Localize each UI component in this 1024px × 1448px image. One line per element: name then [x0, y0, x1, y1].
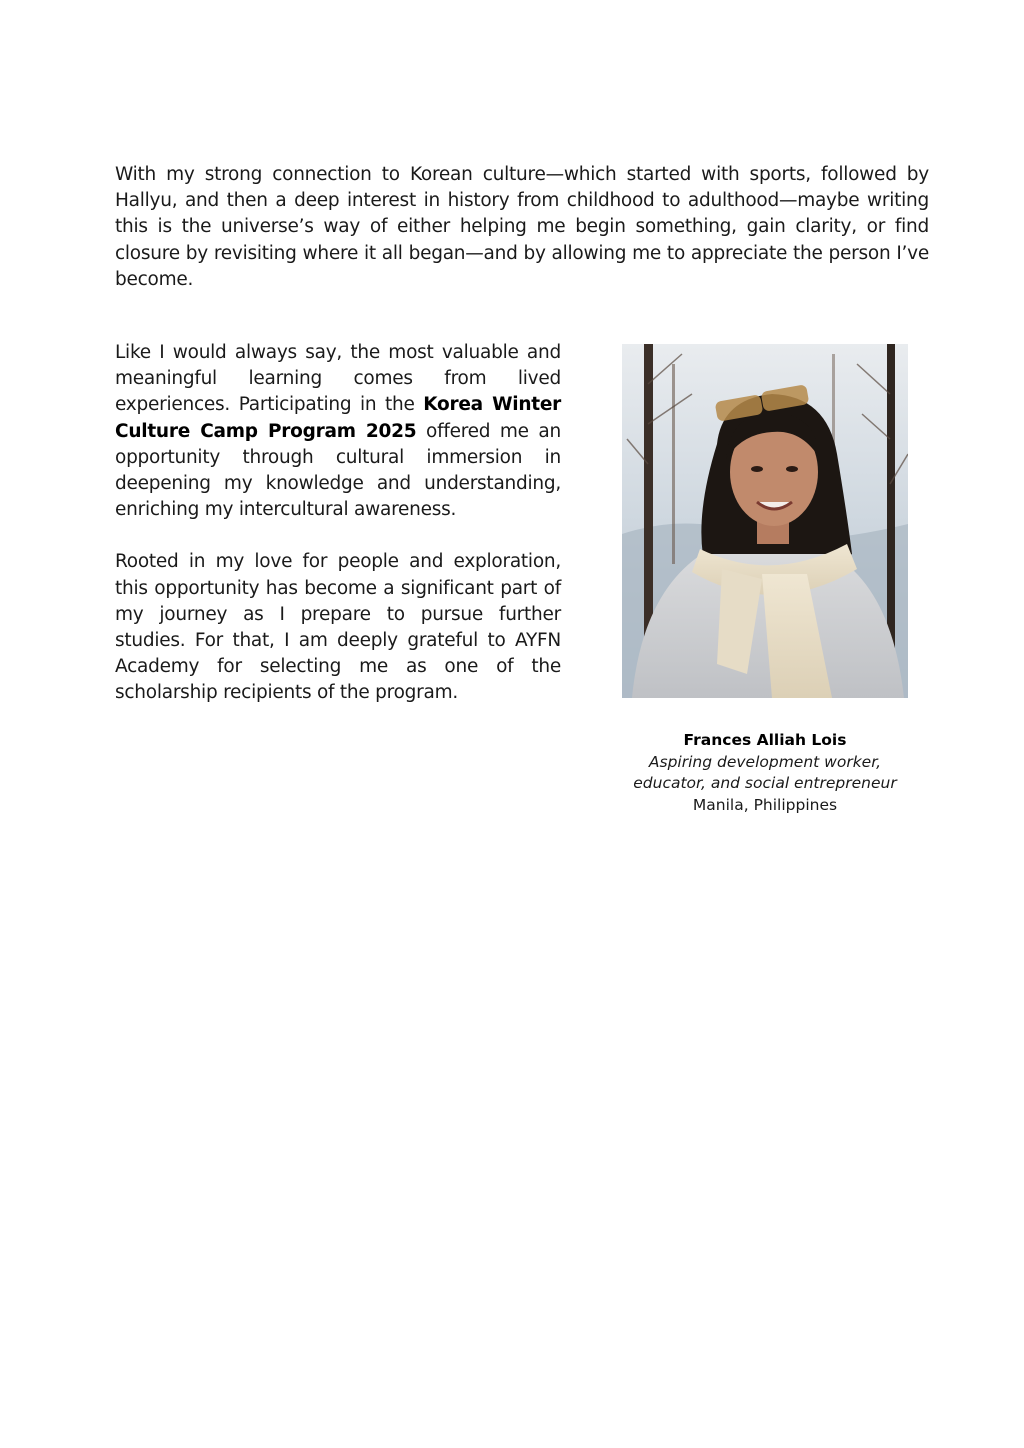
profile-role-line-1: Aspiring development worker, [648, 752, 882, 771]
experience-text-start: Like I would always say, the most valuable and meaningful learning comes from lived experiences. Participating in the [115, 342, 561, 416]
profile-name: Frances Alliah Lois [683, 731, 847, 749]
profile-caption [600, 730, 930, 816]
program-name: Korea Winter Culture Camp Program 2025 [115, 394, 562, 442]
intro-paragraph: With my strong connection to Korean culture—which started with sports, followed by Hallyu, and then a deep interest in history from childhood to adulthood—maybe writing this is the universe’s way of either helping me begin something, gain clarity, or find closure by revisiting where it all began—and by allowing me to appreciate the person I’ve become. [115, 164, 929, 290]
gratitude-paragraph: Rooted in my love for people and exploration, this opportunity has become a significant part of my journey as I prepare to pursue further studies. For that, I am deeply grateful to AYFN Academy for selecting me as one of the scholarship recipients of the program. [115, 551, 561, 704]
profile-role-line-2: educator, and social entrepreneur [633, 774, 897, 792]
portrait-illustration [622, 344, 908, 698]
profile-photo [622, 344, 908, 698]
body-column [115, 340, 561, 733]
experience-text-end: offered me an opportunity through cultural immersion in deepening my knowledge and understanding, enriching my intercultural awareness. [115, 420, 561, 521]
experience-paragraph [115, 340, 561, 523]
profile-location: Manila, Philippines [692, 795, 838, 814]
